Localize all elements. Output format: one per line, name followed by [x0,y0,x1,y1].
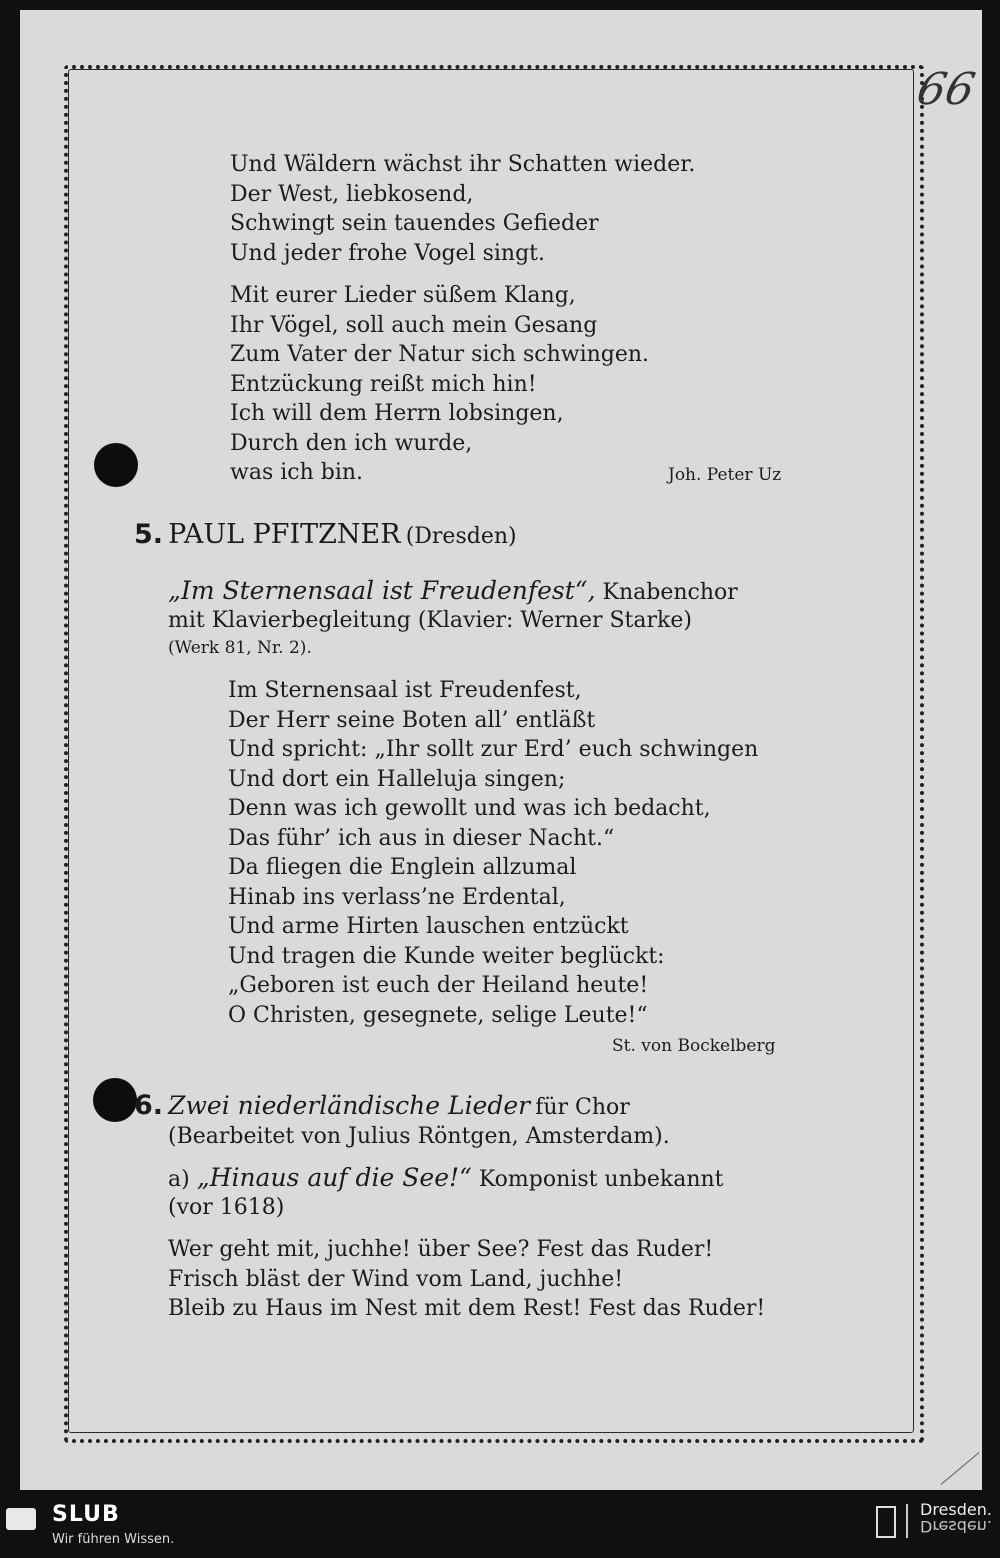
verse-line: Zum Vater der Natur sich schwingen. [230,342,650,367]
verse-line: Da fliegen die Englein allzumal [228,855,577,880]
verse-line: Der West, liebkosend, [230,181,474,207]
composer-city: (Dresden) [405,524,517,549]
verse-line: Entzückung reißt mich hin! [230,371,537,397]
slub-logo-icon[interactable] [6,1508,36,1530]
verse-line: Hinab ins verlass’ne Erdental, [228,884,566,910]
sub-label: a) [168,1167,190,1192]
verse-line: was ich bin. [230,460,364,485]
verse-line: „Geboren ist euch der Heiland heute! [228,973,649,998]
verse-line: Das führ’ ich aus in dieser Nacht.“ [228,825,615,851]
item-6a-title-line [168,1163,724,1195]
dresden-coat-of-arms-icon[interactable] [876,1506,896,1538]
attribution-uz: Joh. Peter Uz [668,465,782,485]
dresden-name: Dresden. [920,1500,992,1519]
slub-tagline: Wir führen Wissen. [52,1532,175,1547]
verse-line: Schwingt sein tauendes Gefieder [230,211,599,236]
item-5-verse [228,676,758,1030]
work-title: „Im Sternensaal ist Freudenfest“, [168,576,596,605]
punch-hole-top [94,443,138,487]
sub-title: „Hinaus auf die See!“ [196,1163,472,1192]
verse-line: Und spricht: „Ihr sollt zur Erd’ euch schwingen [228,737,759,762]
verse-line: Wer geht mit, juchhe! über See? Fest das Ruder! [168,1237,714,1262]
item-6-heading [134,1090,630,1121]
item-5-work-number: (Werk 81, Nr. 2). [168,638,312,658]
item-6a-date: (vor 1618) [168,1195,285,1220]
verse-line: Und Wäldern wächst ihr Schatten wieder. [230,152,696,177]
stanza-2 [230,281,649,488]
verse-line: Ihr Vögel, soll auch mein Gesang [230,312,598,338]
verse-line: Und dort ein Halleluja singen; [228,766,566,792]
verse-line: Durch den ich wurde, [230,430,473,456]
handwritten-page-number: 66 [912,64,980,115]
divider [906,1504,908,1538]
slub-brand[interactable]: SLUB [52,1502,120,1527]
dresden-name-mirrored: Dresden. [920,1517,992,1536]
viewer-footer [0,1490,1000,1558]
verse-line: Ich will dem Herrn lobsingen, [230,401,564,426]
item-5-title-line [168,576,738,608]
item-number: 6. [134,1090,164,1121]
item-number: 5. [134,519,164,550]
verse-line: Der Herr seine Boten all’ entläßt [228,707,596,733]
composer-name: PAUL PFITZNER [168,519,401,550]
item-6-arranger: (Bearbeitet von Julius Röntgen, Amsterdam). [168,1124,670,1149]
sub-composer: Komponist unbekannt [478,1167,724,1192]
verse-line: Denn was ich gewollt und was ich bedacht, [228,796,711,821]
work-desc: für Chor [535,1095,630,1120]
punch-hole-bottom [93,1078,137,1122]
verse-line: Und tragen die Kunde weiter beglückt: [228,943,665,969]
item-6a-verse [168,1235,765,1324]
work-title: Zwei niederländische Lieder [168,1091,531,1120]
item-5-desc: mit Klavierbegleitung (Klavier: Werner Starke) [168,608,692,633]
dresden-logo[interactable] [920,1502,992,1534]
verse-line: Und jeder frohe Vogel singt. [230,240,545,266]
stanza-1 [230,150,695,268]
verse-line: Und arme Hirten lauschen entzückt [228,914,629,939]
item-5-heading [134,519,517,550]
verse-line: O Christen, gesegnete, selige Leute!“ [228,1002,648,1028]
verse-line: Mit eurer Lieder süßem Klang, [230,283,576,308]
work-desc: Knabenchor [602,580,738,605]
verse-line: Frisch bläst der Wind vom Land, juchhe! [168,1266,624,1292]
verse-line: Im Sternensaal ist Freudenfest, [228,678,582,703]
verse-line: Bleib zu Haus im Nest mit dem Rest! Fest das Ruder! [168,1296,766,1321]
attribution-bockelberg: St. von Bockelberg [612,1036,776,1056]
